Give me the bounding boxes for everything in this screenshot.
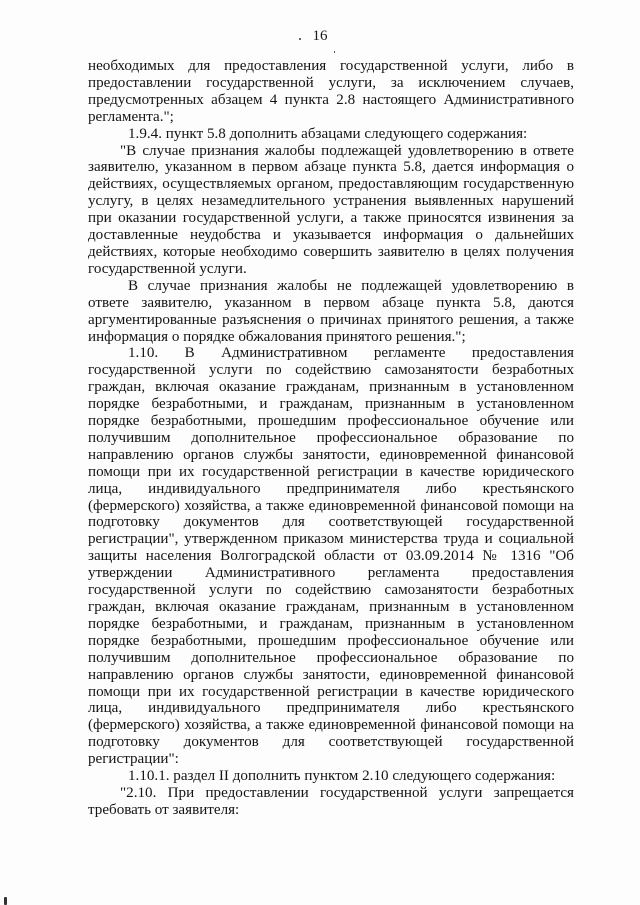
- paragraph-1-9-4: 1.9.4. пункт 5.8 дополнить абзацами следующего содержания:: [128, 125, 528, 142]
- paragraph-quote-not-satisfied: В случае признания жалобы не подлежащей удовлетворению в ответе заявителю, указанном в первом абзаце пункта 5.8, даются аргументированные разъяснения о причинах принятого решения, а также информация о порядке обжалования принятого решения.";: [88, 277, 574, 345]
- paragraph-1-10: 1.10. В Административном регламенте предоставления государственной услуги по содействию самозанятости безработных граждан, включая оказание гражданам, признанным в установленном порядке безработными, и гражданам, признанным в установленном порядке безработными, прошедшим профессиональное обучение или получившим дополнительное профессиональное образование по направлению органов службы занятости, единовременной финансовой помощи при их государственной регистрации в качестве юридического лица, индивидуального предпринимателя либо крестьянского (фермерского) хозяйства, а также единовременной финансовой помощи на подготовку документов для соответствующей государственной регистрации", утвержденном приказом министерства труда и социальной защиты населения Волгоградской области от 03.09.2014 № 1316 "Об утверждении Административного регламента предоставления государственной услуги по содействию самозанятости безработных граждан, включая оказание гражданам, признанным в установленном порядке безработными, и гражданам, признанным в установленном порядке безработными, прошедшим профессиональное обучение или получившим дополнительное профессиональное образование по направлению органов службы занятости, единовременной финансовой помощи при их государственной регистрации в качестве юридического лица, индивидуального предпринимателя либо крестьянского (фермерского) хозяйства, а также единовременной финансовой помощи на подготовку документов для соответствующей государственной регистрации":: [88, 345, 574, 768]
- paragraph-continuation: необходимых для предоставления государственной услуги, либо в предоставлении государственной услуги, за исключением случаев, предусмотренных абзацем 4 пункта 2.8 настоящего Административного регламента.";: [88, 58, 574, 125]
- scan-speck: [299, 38, 301, 40]
- paragraph-2-10: "2.10. При предоставлении государственной услуги запрещается требовать от заявителя:: [88, 784, 574, 818]
- scan-speck: [4, 897, 7, 905]
- page-number: 16: [312, 28, 328, 44]
- paragraph-1-10-1: 1.10.1. раздел II дополнить пунктом 2.10 следующего содержания:: [128, 768, 556, 785]
- scan-speck: [334, 51, 335, 53]
- paragraph-quote-satisfied: "В случае признания жалобы подлежащей удовлетворению в ответе заявителю, указанном в первом абзаце пункта 5.8, дается информация о действиях, осуществляемых органом, предоставляющим государственную услугу, в целях незамедлительного устранения выявленных нарушений при оказании государственной услуги, а также приносятся извинения за доставленные неудобства и указывается информация о дальнейших действиях, которые необходимо совершить заявителю в целях получения государственной услуги.: [88, 142, 574, 277]
- document-body: [88, 58, 574, 819]
